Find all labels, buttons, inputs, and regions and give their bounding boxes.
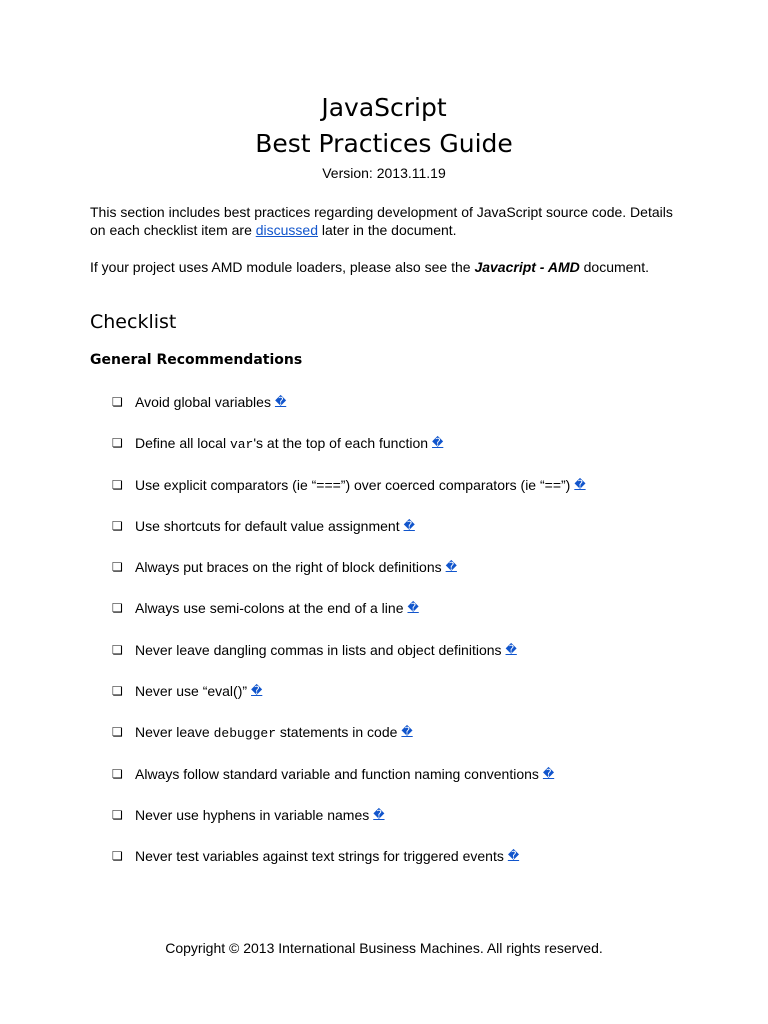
copyright-footer: Copyright © 2013 International Business Machines. All rights reserved. [165,940,603,956]
document-version: Version: 2013.11.19 [322,165,446,181]
checklist-item [112,723,586,764]
checklist-list [112,393,586,889]
checkbox-bullet-icon: ❏ [112,642,123,657]
checklist-item-text [135,847,504,865]
checklist-item [112,517,586,558]
checklist-item-text [135,558,442,576]
jump-to-details-link-icon[interactable]: � [403,518,415,532]
checklist-item-text-start: Define all local [135,435,230,452]
jump-to-details-link-icon[interactable]: � [373,807,385,821]
checklist-item-code: var [229,437,254,453]
checkbox-bullet-icon: ❏ [112,725,123,740]
checkbox-bullet-icon: ❏ [112,684,123,699]
discussed-link[interactable]: discussed [255,222,319,238]
checklist-item-text-start: Use shortcuts for default value assignment [135,517,400,534]
checklist-item-text-start: Never use hyphens in variable names [135,806,370,823]
checklist-item [112,434,586,475]
checklist-item-text [135,517,400,535]
checkbox-bullet-icon: ❏ [112,436,123,451]
checklist-item-text [135,434,428,454]
checkbox-bullet-icon: ❏ [112,849,123,864]
checklist-item-text-start: Always follow standard variable and function naming conventions [135,765,539,782]
amd-document-name: Javacript - AMD [474,259,580,275]
amd-note-text-after: document. [579,259,649,275]
checklist-heading: Checklist [90,311,177,333]
jump-to-details-link-icon[interactable]: � [274,395,287,408]
checklist-item-text [135,682,247,700]
checklist-item-text [135,476,570,494]
general-recommendations-heading: General Recommendations [90,352,303,368]
document-title-line-2: Best Practices Guide [255,129,513,158]
jump-to-details-link-icon[interactable]: � [574,477,586,491]
checklist-item [112,847,586,888]
checkbox-bullet-icon: ❏ [112,395,123,409]
jump-to-details-link-icon[interactable]: � [407,601,419,615]
checklist-item [112,393,586,434]
checklist-item-code: debugger [213,726,277,742]
checklist-item [112,682,586,723]
checklist-item-text-start: Use explicit comparators (ie “===”) over coerced comparators (ie “==”) [135,476,571,493]
checkbox-bullet-icon: ❏ [112,601,123,616]
checkbox-bullet-icon: ❏ [112,477,123,492]
checklist-item-text [135,393,271,411]
intro-text-before-link: This section includes best practices regarding development of JavaScript source code. Details on each checklist item are [90,204,673,238]
checklist-item-text [135,806,369,824]
checklist-item [112,806,586,847]
jump-to-details-link-icon[interactable]: � [542,766,555,780]
checklist-item-text-end: statements in code [276,724,398,741]
checklist-item-text-start: Never leave dangling commas in lists and object definitions [135,641,502,658]
checklist-item [112,599,586,640]
checklist-item [112,476,586,517]
checklist-item [112,641,586,682]
checklist-item-text-start: Always use semi-colons at the end of a line [135,600,404,617]
jump-to-details-link-icon[interactable]: � [432,436,444,450]
checklist-item-text [135,765,539,783]
checkbox-bullet-icon: ❏ [112,766,123,781]
checkbox-bullet-icon: ❏ [112,518,123,533]
checklist-item-text-start: Never use “eval()” [135,683,248,700]
checkbox-bullet-icon: ❏ [112,807,123,822]
checklist-item-text [135,723,397,743]
checklist-item-text-start: Always put braces on the right of block definitions [135,559,442,576]
checklist-item [112,765,586,806]
jump-to-details-link-icon[interactable]: � [401,725,413,739]
intro-paragraph [90,203,690,239]
checklist-item-text-end: 's at the top of each function [253,435,429,452]
checkbox-bullet-icon: ❏ [112,560,123,575]
amd-note-paragraph [90,258,690,276]
checklist-item-text [135,599,403,617]
document-title-line-1: JavaScript [321,93,447,122]
amd-note-text-before: If your project uses AMD module loaders, please also see the [90,259,475,275]
intro-text-after-link: later in the document. [318,222,457,238]
jump-to-details-link-icon[interactable]: � [445,560,457,574]
checklist-item [112,558,586,599]
jump-to-details-link-icon[interactable]: � [505,642,517,656]
checklist-item-text-start: Never test variables against text strings for triggered events [135,848,504,865]
jump-to-details-link-icon[interactable]: � [251,684,263,698]
checklist-item-text [135,641,502,659]
checklist-item-text-start: Avoid global variables [135,394,271,410]
checklist-item-text-start: Never leave [135,724,214,741]
jump-to-details-link-icon[interactable]: � [507,849,520,863]
